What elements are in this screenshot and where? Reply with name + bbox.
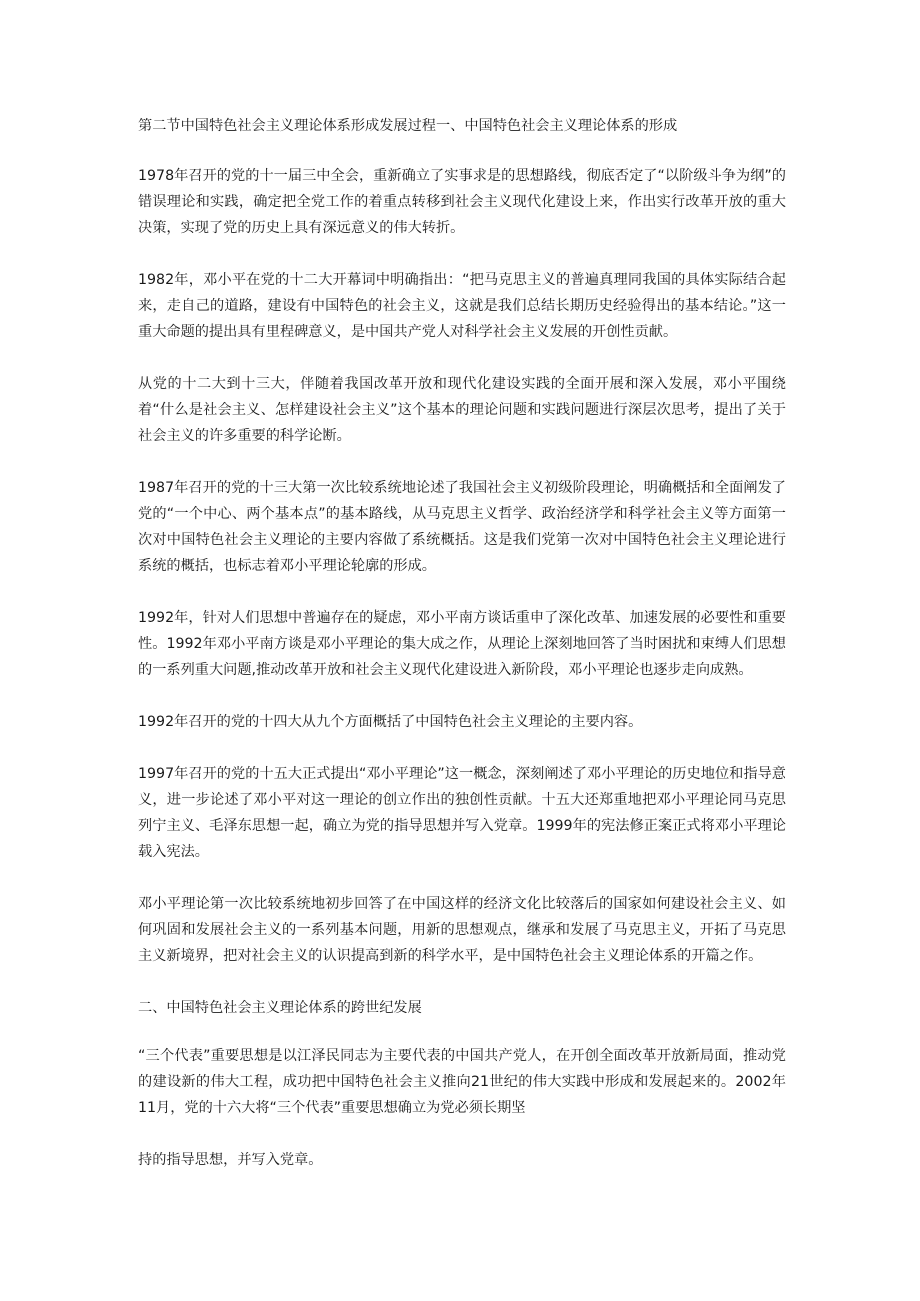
paragraph-three-represents: “三个代表”重要思想是以江泽民同志为主要代表的中国共产党人，在开创全面改革开放新局面，推动党的建设新的伟大工程，成功把中国特色社会主义推向21世纪的伟大实践中形成和发展起来的。2002年11月，党的十六大将“三个代表”重要思想确立为党必须长期坚	[138, 1048, 786, 1116]
paragraph-continuation: 持的指导思想，并写入党章。	[138, 1152, 323, 1168]
paragraph-1987: 1987年召开的党的十三大第一次比较系统地论述了我国社会主义初级阶段理论，明确概括和全面阐发了党的“一个中心、两个基本点”的基本路线，从马克思主义哲学、政治经济学和科学社会主义等方面第一次对中国特色社会主义理论的主要内容做了系统概括。这是我们党第一次对中国特色社会主义理论进行系统的概括，也标志着邓小平理论轮廓的形成。	[138, 480, 786, 574]
paragraph-1982: 1982年，邓小平在党的十二大开幕词中明确指出：“把马克思主义的普遍真理同我国的具体实际结合起来，走自己的道路，建设有中国特色的社会主义，这就是我们总结长期历史经验得出的基本结论。”这一重大命题的提出具有里程碑意义，是中国共产党人对科学社会主义发展的开创性贡献。	[138, 272, 786, 340]
paragraph-1992-14th-congress: 1992年召开的党的十四大从九个方面概括了中国特色社会主义理论的主要内容。	[138, 714, 643, 730]
paragraph-12th-to-13th-congress: 从党的十二大到十三大，伴随着我国改革开放和现代化建设实践的全面开展和深入发展，邓小平围绕着“什么是社会主义、怎样建设社会主义”这个基本的理论问题和实践问题进行深层次思考，提出了关于社会主义的许多重要的科学论断。	[138, 376, 786, 444]
paragraph-deng-theory-summary: 邓小平理论第一次比较系统地初步回答了在中国这样的经济文化比较落后的国家如何建设社会主义、如何巩固和发展社会主义的一系列基本问题，用新的思想观点，继承和发展了马克思主义，开拓了马克思主义新境界，把对社会主义的认识提高到新的科学水平，是中国特色社会主义理论体系的开篇之作。	[138, 896, 786, 964]
paragraph-1978: 1978年召开的党的十一届三中全会，重新确立了实事求是的思想路线，彻底否定了“以阶级斗争为纲”的错误理论和实践，确定把全党工作的着重点转移到社会主义现代化建设上来，作出实行改革开放的重大决策，实现了党的历史上具有深远意义的伟大转折。	[138, 168, 786, 236]
paragraph-1992-southern-talks: 1992年，针对人们思想中普遍存在的疑虑，邓小平南方谈话重申了深化改革、加速发展的必要性和重要性。1992年邓小平南方谈是邓小平理论的集大成之作，从理论上深刻地回答了当时困扰和束缚人们思想的一系列重大问题,推动改革开放和社会主义现代化建设进入新阶段，邓小平理论也逐步走向成熟。	[138, 610, 786, 678]
section-heading: 第二节中国特色社会主义理论体系形成发展过程一、中国特色社会主义理论体系的形成	[138, 118, 678, 134]
document-body	[138, 113, 786, 1199]
subsection-heading: 二、中国特色社会主义理论体系的跨世纪发展	[138, 1000, 422, 1016]
paragraph-1997: 1997年召开的党的十五大正式提出“邓小平理论”这一概念，深刻阐述了邓小平理论的历史地位和指导意义，进一步论述了邓小平对这一理论的创立作出的独创性贡献。十五大还郑重地把邓小平理论同马克思列宁主义、毛泽东思想一起，确立为党的指导思想并写入党章。1999年的宪法修正案正式将邓小平理论载入宪法。	[138, 766, 786, 860]
